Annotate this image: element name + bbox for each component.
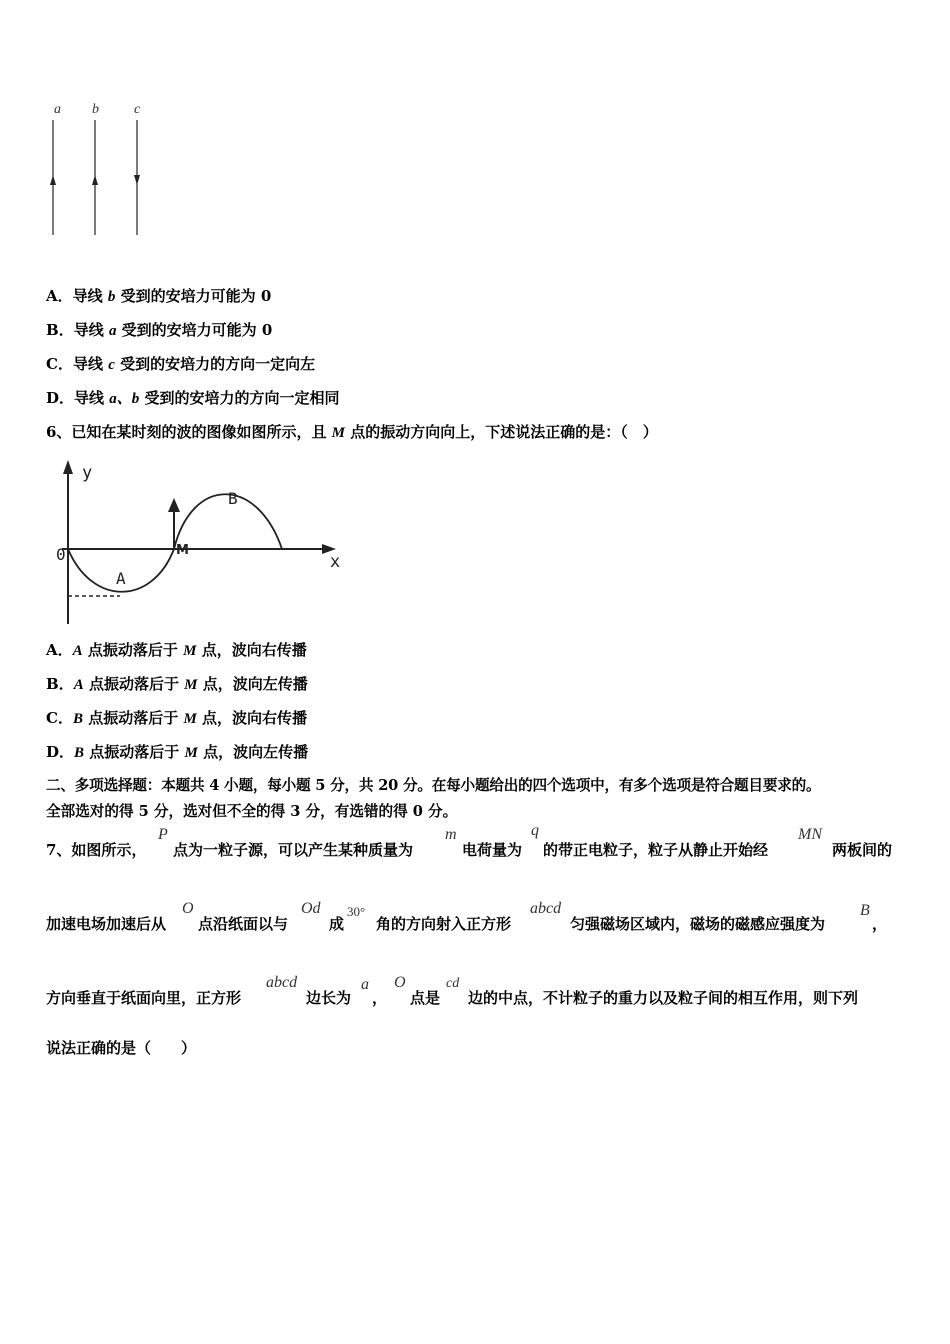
q7-line3-text4: 点是 xyxy=(410,989,441,1007)
q7-line2-text1: 加速电场加速后从 xyxy=(46,915,167,933)
q7-var-b: B xyxy=(860,902,870,919)
point-a-label: A xyxy=(116,569,126,588)
q7-line2-text3: 成 xyxy=(329,915,345,933)
q7-line3-text3: ， xyxy=(372,989,388,1007)
wire-b-label: b xyxy=(92,102,99,117)
y-axis-label: y xyxy=(82,463,93,483)
y-axis-arrow-icon xyxy=(63,460,73,474)
q7-var-30deg: 30° xyxy=(347,904,366,919)
wire-b-arrow-up-icon xyxy=(92,175,98,185)
q7-line4-text1: 说法正确的是（ ） xyxy=(46,1039,197,1057)
q7-line1-text2: 点为一粒子源，可以产生某种质量为 xyxy=(173,841,414,859)
q5-option-b: B．导线 a 受到的安培力可能为 0 xyxy=(46,321,273,339)
point-b-label: B xyxy=(228,489,238,508)
wave-figure xyxy=(52,456,352,628)
q6-option-b: B．A 点振动落后于 M 点，波向左传播 xyxy=(46,675,308,693)
q7-line1-text3: 电荷量为 xyxy=(462,841,523,859)
q7-var-abcd-2: abcd xyxy=(266,974,298,991)
q7-line1-text1: 7、如图所示， xyxy=(46,841,147,859)
point-m-label: M xyxy=(176,543,189,558)
q7-var-mn: MN xyxy=(798,826,822,843)
q7-line2-text5: 匀强磁场区域内，磁场的磁感应强度为 xyxy=(570,915,826,933)
q7-var-a: a xyxy=(361,976,369,993)
wires-figure xyxy=(40,95,160,245)
section2-line1: 二、多项选择题：本题共 4 小题，每小题 5 分，共 20 分。在每小题给出的四个选项中，有多个选项是符合题目要求的。 xyxy=(46,777,821,794)
q7-line2-text4: 角的方向射入正方形 xyxy=(376,915,512,933)
wire-a-arrow-up-icon xyxy=(50,175,56,185)
q7-line3-text5: 边的中点，不计粒子的重力以及粒子间的相互作用，则下列 xyxy=(468,989,859,1007)
q6-stem: 6、已知在某时刻的波的图像如图所示，且 M 点的振动方向向上，下述说法正确的是：（ ） xyxy=(46,423,658,441)
q7-line3-text2: 边长为 xyxy=(306,989,352,1007)
wire-c-label: c xyxy=(134,102,141,117)
q7-line1-text5: 两板间的 xyxy=(832,841,893,859)
q7-var-o: O xyxy=(182,900,194,917)
q7-line2-text2: 点沿纸面以与 xyxy=(198,915,289,933)
q7-line1-text4: 的带正电粒子，粒子从静止开始经 xyxy=(543,841,769,859)
q7-var-q: q xyxy=(531,822,539,839)
q6-option-c: C．B 点振动落后于 M 点，波向右传播 xyxy=(46,709,308,727)
q7-var-abcd: abcd xyxy=(530,900,562,917)
section2-line2: 全部选对的得 5 分，选对但不全的得 3 分，有选错的得 0 分。 xyxy=(46,803,458,820)
q5-option-d: D．导线 a、b 受到的安培力的方向一定相同 xyxy=(46,389,340,407)
q7-var-p: P xyxy=(158,826,168,843)
q7-var-o-2: O xyxy=(394,974,406,991)
x-axis-label: x xyxy=(330,552,341,572)
q7-var-od: Od xyxy=(301,900,321,917)
q6-option-a: A．A 点振动落后于 M 点，波向右传播 xyxy=(46,641,307,659)
q7-line2-text6: ， xyxy=(872,915,888,933)
m-velocity-arrow-icon xyxy=(168,498,180,512)
wire-c-arrow-down-icon xyxy=(134,175,140,185)
q7-line3-text1: 方向垂直于纸面向里，正方形 xyxy=(46,989,242,1007)
q6-option-d: D．B 点振动落后于 M 点，波向左传播 xyxy=(46,743,309,761)
q5-option-a: A．导线 b 受到的安培力可能为 0 xyxy=(46,287,272,305)
origin-label: 0 xyxy=(56,545,66,564)
q5-option-c: C．导线 c 受到的安培力的方向一定向左 xyxy=(46,355,316,373)
q7-var-m: m xyxy=(445,826,457,843)
q7-var-cd: cd xyxy=(446,976,460,991)
wire-a-label: a xyxy=(54,102,61,117)
